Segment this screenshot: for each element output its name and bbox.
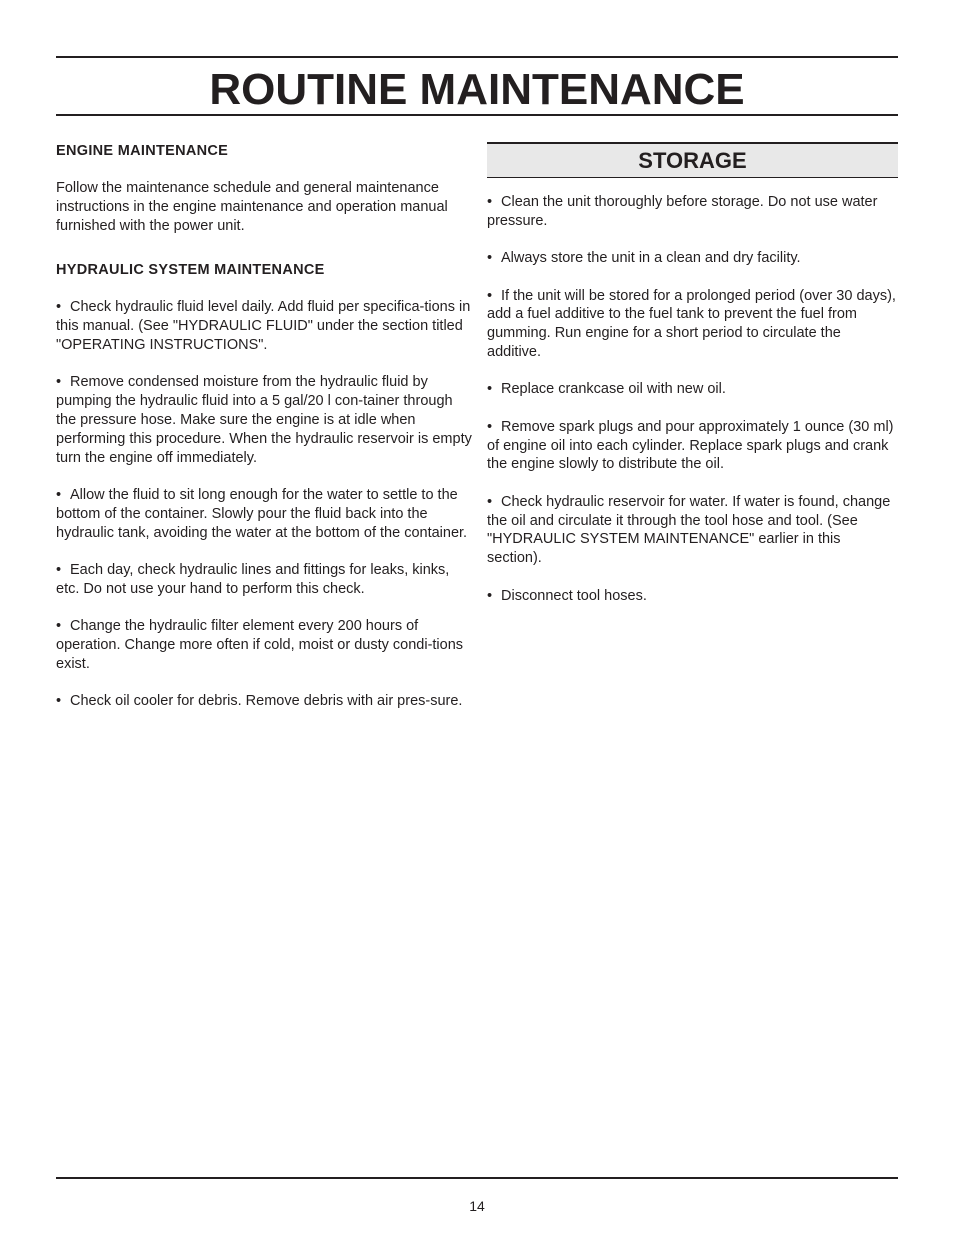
bullet-mark: • [487,194,493,210]
bullet-mark: • [56,618,62,635]
engine-maintenance-heading: ENGINE MAINTENANCE [56,143,229,159]
left-column [56,142,472,730]
hydraulic-bullet [56,561,472,599]
bullet-mark: • [487,418,493,435]
hydraulic-bullet [56,373,472,467]
storage-bullet [487,587,898,606]
bullet-mark: • [487,381,493,398]
hydraulic-bullet [56,617,472,673]
right-column [487,142,898,624]
page-number: 14 [469,1198,485,1214]
footer-divider [56,1177,898,1179]
title-divider [56,114,898,116]
storage-bullet-text: If the unit will be stored for a prolonged period (over 30 days), add a fuel additive to the fuel tank to prevent the fuel from gumming. Run engine for a short period to circulate the additive. [487,287,896,360]
storage-bullet [487,380,898,399]
storage-bullet-text: Replace crankcase oil with new oil. [501,381,726,398]
hydraulic-bullet [56,298,472,354]
hydraulic-bullet-text: Remove condensed moisture from the hydraulic fluid by pumping the hydraulic fluid into a 5 gal/20 l con-tainer through the pressure hose. Make sure the engine is at idle when performing this procedure. When the hydraulic reservoir is empty turn the engine off immediately. [56,374,472,466]
top-divider [56,56,898,58]
storage-bullet [487,249,898,268]
hydraulic-bullet [56,692,472,711]
bullet-mark: • [487,587,493,604]
storage-bullet [487,193,898,231]
bullet-mark: • [56,486,62,503]
hydraulic-bullet-text: Change the hydraulic filter element every 200 hours of operation. Change more often if cold, moist or dusty condi-tions exist. [56,618,464,672]
bullet-mark: • [56,693,62,710]
hydraulic-bullet-text: Check hydraulic fluid level daily. Add fluid per specifica-tions in this manual. (See "HYDRAULIC FLUID" under the section titled "OPERATING INSTRUCTIONS". [56,299,471,353]
storage-bullet-text: Clean the unit thoroughly before storage. Do not use water pressure. [487,194,878,229]
bullet-mark: • [56,299,62,316]
hydraulic-maintenance-heading: HYDRAULIC SYSTEM MAINTENANCE [56,262,325,279]
bullet-mark: • [56,374,62,391]
storage-bullet [487,287,898,362]
storage-heading: STORAGE [487,142,898,178]
storage-bullet-text: Check hydraulic reservoir for water. If water is found, change the oil and circulate it through the tool hose and tool. (See "HYDRAULIC SYSTEM MAINTENANCE" earlier in this section). [487,493,891,567]
hydraulic-bullet-text: Check oil cooler for debris. Remove debris with air pres-sure. [70,693,463,710]
storage-bullet-text: Disconnect tool hoses. [501,587,647,604]
storage-bullet [487,418,898,474]
bullet-mark: • [487,287,493,304]
page-title: ROUTINE MAINTENANCE [209,65,745,114]
storage-bullet-text: Remove spark plugs and pour approximately 1 ounce (30 ml) of engine oil into each cylinder. Replace spark plugs and crank the engine slowly to distribute the oil. [487,418,894,473]
hydraulic-bullet [56,486,472,542]
hydraulic-bullet-text: Allow the fluid to sit long enough for the water to settle to the bottom of the container. Slowly pour the fluid back into the hydraulic tank, avoiding the water at the bottom of the container. [56,486,468,541]
hydraulic-bullet-text: Each day, check hydraulic lines and fittings for leaks, kinks, etc. Do not use your hand to perform this check. [56,561,450,597]
bullet-mark: • [56,561,62,578]
bullet-mark: • [487,493,493,510]
storage-bullet [487,493,898,568]
bullet-mark: • [487,250,493,267]
storage-bullet-text: Always store the unit in a clean and dry facility. [501,250,801,267]
engine-maintenance-text: Follow the maintenance schedule and general maintenance instructions in the engine maintenance and operation manual furnished with the power unit. [56,180,448,234]
